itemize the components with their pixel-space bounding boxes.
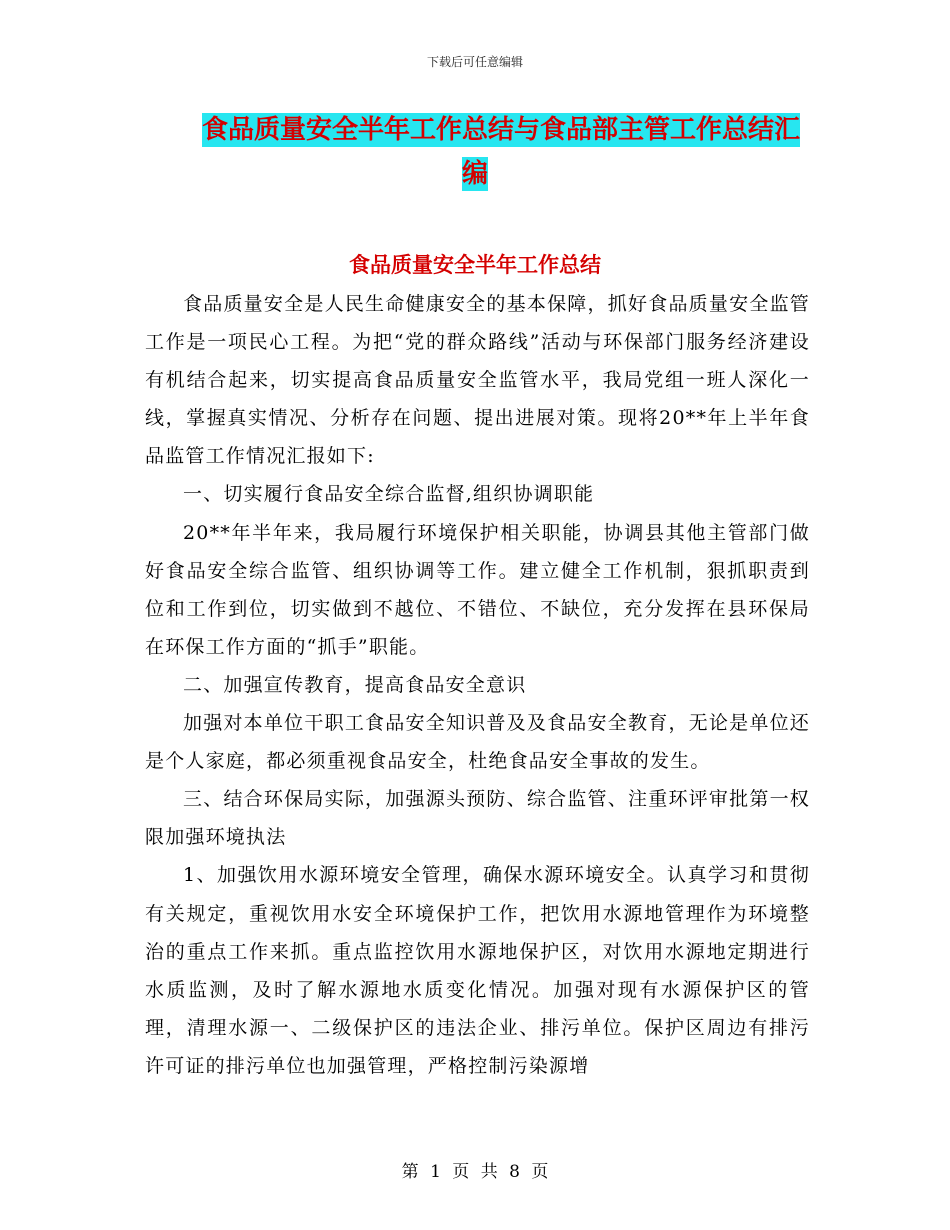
section-title: 食品质量安全半年工作总结	[349, 253, 601, 277]
document-body	[145, 285, 810, 1085]
document-title-text-1: 食品质量安全半年工作总结与食品部主管工作总结汇	[201, 115, 800, 145]
document-title-text-2: 编	[461, 159, 488, 189]
page-footer: 第 1 页 共 8 页	[401, 1162, 549, 1182]
document-title-line-2	[0, 157, 950, 191]
paragraph: 二、加强宣传教育，提高食品安全意识	[183, 673, 527, 696]
paragraph: 三、结合环保局实际，加强源头预防、综合监管、注重环评审批第一权限加强环境执法	[145, 788, 810, 849]
paragraph: 加强对本单位干职工食品安全知识普及及食品安全教育，无论是单位还是个人家庭，都必须重视食品安全，杜绝食品安全事故的发生。	[145, 712, 810, 773]
paragraph: 20**年半年来，我局履行环境保护相关职能，协调县其他主管部门做好食品安全综合监管、组织协调等工作。建立健全工作机制，狠抓职责到位和工作到位，切实做到不越位、不错位、不缺位，充分发挥在县环保局在环保工作方面的“抓手”职能。	[145, 521, 810, 658]
header-note: 下载后可任意编辑	[426, 55, 523, 69]
paragraph: 一、切实履行食品安全综合监督,组织协调职能	[183, 483, 595, 506]
paragraph: 食品质量安全是人民生命健康安全的基本保障，抓好食品质量安全监管工作是一项民心工程。为把“党的群众路线”活动与环保部门服务经济建设有机结合起来，切实提高食品质量安全监管水平，我局党组一班人深化一线，掌握真实情况、分析存在问题、提出进展对策。现将20**年上半年食品监管工作情况汇报如下:	[145, 293, 810, 468]
paragraph: 1、加强饮用水源环境安全管理，确保水源环境安全。认真学习和贯彻有关规定，重视饮用水安全环境保护工作，把饮用水源地管理作为环境整治的重点工作来抓。重点监控饮用水源地保护区，对饮用水源地定期进行水质监测，及时了解水源地水质变化情况。加强对现有水源保护区的管理，清理水源一、二级保护区的违法企业、排污单位。保护区周边有排污许可证的排污单位也加强管理，严格控制污染源增	[145, 864, 810, 1077]
document-title-line-1	[0, 113, 950, 147]
